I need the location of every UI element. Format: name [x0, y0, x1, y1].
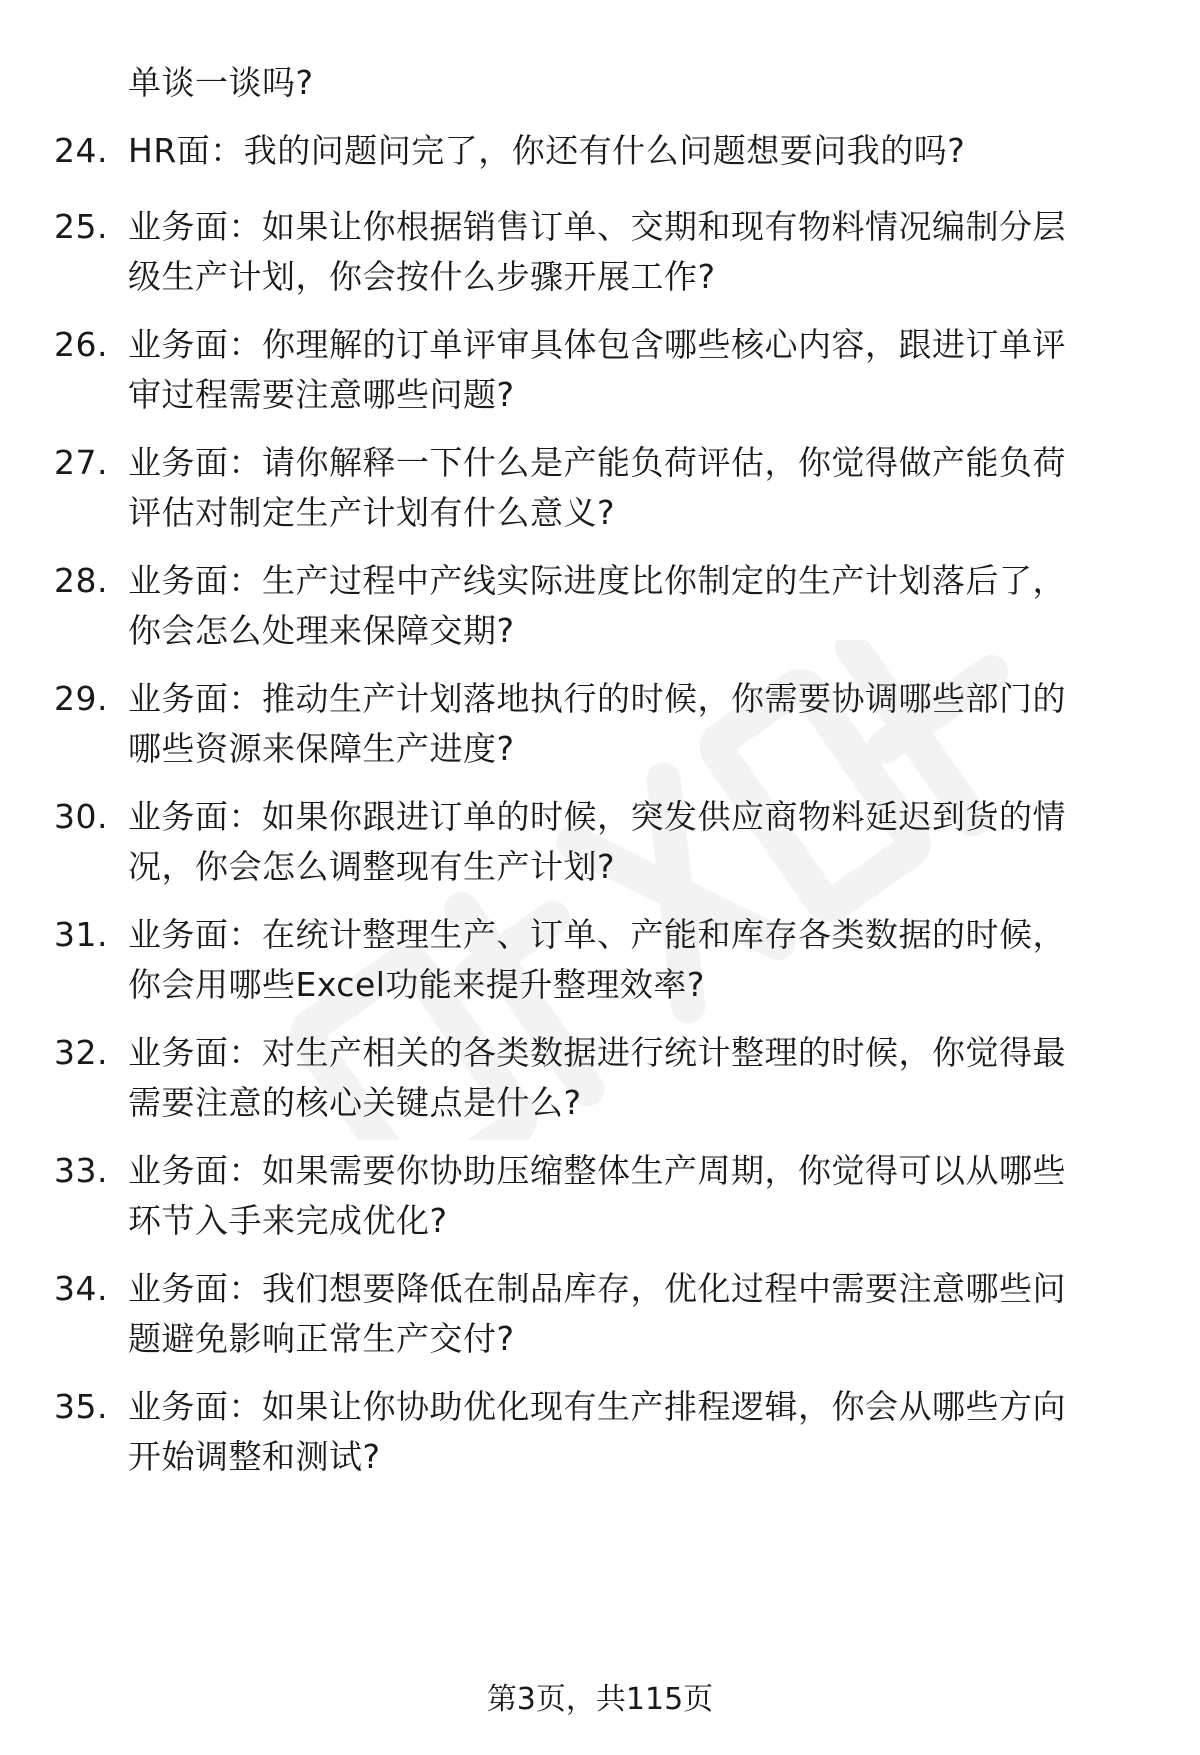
question-number: 26. [54, 325, 108, 364]
page-footer: 第3页，共115页 [486, 1682, 714, 1717]
question-text: 业务面：请你解释一下什么是产能负荷评估，你觉得做产能负荷 评估对制定生产计划有什么意义? [128, 443, 1066, 532]
question-text: 业务面：你理解的订单评审具体包含哪些核心内容，跟进订单评 审过程需要注意哪些问题? [128, 325, 1066, 414]
question-text: 业务面：推动生产计划落地执行的时候，你需要协调哪些部门的 哪些资源来保障生产进度? [128, 679, 1066, 768]
question-text: HR面：我的问题问完了，你还有什么问题想要问我的吗? [128, 131, 966, 170]
question-number: 29. [54, 679, 108, 718]
question-text: 业务面：生产过程中产线实际进度比你制定的生产计划落后了， 你会怎么处理来保障交期? [128, 561, 1066, 650]
question-text: 业务面：在统计整理生产、订单、产能和库存各类数据的时候， 你会用哪些Excel功能来提升整理效率? [128, 915, 1066, 1004]
question-number: 30. [54, 797, 108, 836]
question-number: 35. [54, 1387, 108, 1426]
continuation-text: 单谈一谈吗? [128, 63, 314, 102]
question-text: 业务面：如果需要你协助压缩整体生产周期，你觉得可以从哪些 环节入手来完成优化? [128, 1151, 1066, 1240]
question-number: 33. [54, 1151, 108, 1190]
question-number: 28. [54, 561, 108, 600]
question-text: 业务面：如果让你根据销售订单、交期和现有物料情况编制分层 级生产计划，你会按什么步骤开展工作? [128, 207, 1066, 296]
question-number: 25. [54, 207, 108, 246]
question-number: 32. [54, 1033, 108, 1072]
question-text: 业务面：如果你跟进订单的时候，突发供应商物料延迟到货的情 况，你会怎么调整现有生产计划? [128, 797, 1066, 886]
question-number: 24. [54, 131, 108, 170]
question-text: 业务面：对生产相关的各类数据进行统计整理的时候，你觉得最 需要注意的核心关键点是什么? [128, 1033, 1066, 1122]
question-text: 业务面：我们想要降低在制品库存，优化过程中需要注意哪些问 题避免影响正常生产交付? [128, 1269, 1066, 1358]
question-number: 34. [54, 1269, 108, 1308]
question-text: 业务面：如果让你协助优化现有生产排程逻辑，你会从哪些方向 开始调整和测试? [128, 1387, 1066, 1476]
question-number: 27. [54, 443, 108, 482]
question-number: 31. [54, 915, 108, 954]
